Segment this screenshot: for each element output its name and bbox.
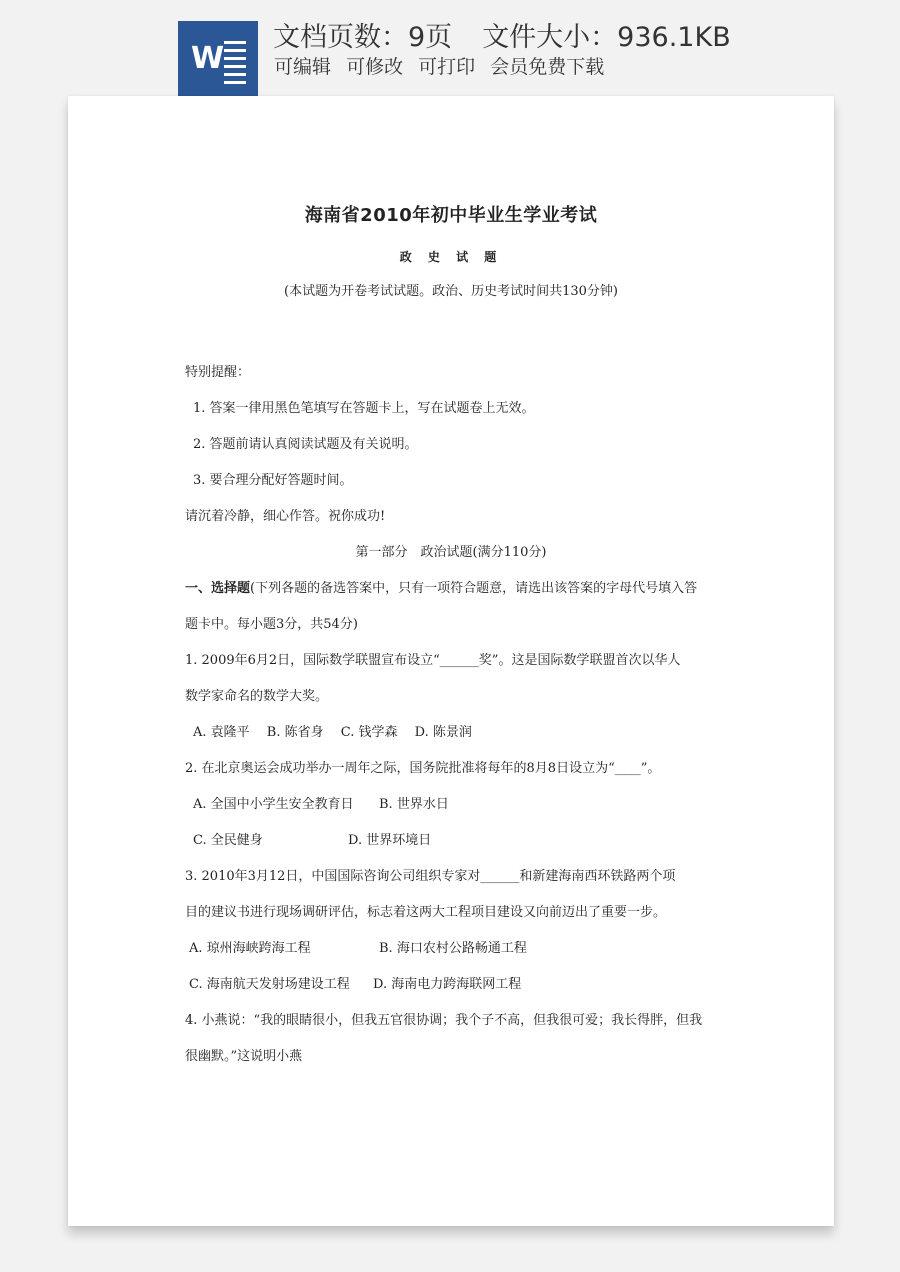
- question-3-options-row1: [185, 931, 717, 967]
- question-2-options-row2: [185, 823, 717, 859]
- question-3-line1: 3. 2010年3月12日，中国国际咨询公司组织专家对______和新建海南西环铁路两个项: [185, 869, 676, 884]
- exam-note: (本试题为开卷考试试题。政治、历史考试时间共130分钟): [284, 284, 618, 299]
- document-info-banner: [0, 0, 900, 100]
- reminder-heading: 特别提醒：: [185, 365, 251, 380]
- exam-subtitle: 政 史 试 题: [399, 250, 503, 264]
- page-count-label: 文档页数：9页: [273, 22, 453, 53]
- question-3-line2: 目的建议书进行现场调研评估，标志着这两大工程项目建设又向前迈出了重要一步。: [185, 905, 667, 920]
- section1-instructions-line2: 题卡中。每小题3分，共54分): [185, 617, 358, 632]
- document-lines-glyph: [224, 41, 246, 89]
- feature-member-download: 会员免费下载: [490, 56, 605, 78]
- question-3-option-c: C. 海南航天发射场建设工程: [189, 977, 350, 992]
- file-size-label: 文件大小：936.1KB: [482, 22, 731, 53]
- feature-modifiable: 可修改: [346, 56, 404, 78]
- reminder-2: 2. 答题前请认真阅读试题及有关说明。: [193, 437, 418, 452]
- document-meta-features: [274, 54, 613, 80]
- exam-title: 海南省2010年初中毕业生学业考试: [304, 205, 598, 226]
- reminder-1: 1. 答案一律用黑色笔填写在答题卡上，写在试题卷上无效。: [193, 401, 535, 416]
- feature-editable: 可编辑: [274, 56, 332, 78]
- question-3-option-d: D. 海南电力跨海联网工程: [373, 977, 522, 992]
- section1-instructions: (下列各题的备选答案中，只有一项符合题意，请选出该答案的字母代号填入答: [250, 581, 698, 596]
- word-document-icon: [178, 21, 258, 97]
- feature-printable: 可打印: [418, 56, 476, 78]
- document-meta-primary: [273, 20, 731, 56]
- question-1-line1: 1. 2009年6月2日，国际数学联盟宣布设立“______奖”。这是国际数学联盟首次以华人: [185, 653, 681, 668]
- question-2-option-d: D. 世界环境日: [348, 833, 432, 848]
- word-letter: W: [191, 41, 225, 76]
- question-3-option-b: B. 海口农村公路畅通工程: [379, 941, 527, 956]
- part1-title: 第一部分 政治试题(满分110分): [355, 545, 547, 560]
- question-2-options-row1: [185, 787, 717, 823]
- section1-instructions-line1: [185, 571, 717, 607]
- question-1-line2: 数学家命名的数学大奖。: [185, 689, 329, 704]
- section1-heading: 一、选择题: [185, 581, 251, 596]
- question-4-line2: 很幽默。”这说明小燕: [185, 1049, 303, 1064]
- question-4-line1: 4. 小燕说：“我的眼睛很小，但我五官很协调；我个子不高，但我很可爱；我长得胖，但我: [185, 1013, 703, 1028]
- question-2-option-b: B. 世界水日: [379, 797, 449, 812]
- question-3-options-row2: [185, 967, 717, 1003]
- document-page: [68, 96, 834, 1226]
- question-2-option-a: A. 全国中小学生安全教育日: [193, 797, 354, 812]
- reminder-3: 3. 要合理分配好答题时间。: [193, 473, 353, 488]
- question-1-options: A. 袁隆平 B. 陈省身 C. 钱学森 D. 陈景润: [193, 725, 472, 740]
- document-body: [185, 200, 717, 1075]
- question-2-line1: 2. 在北京奥运会成功举办一周年之际，国务院批准将每年的8月8日设立为“____”。: [185, 761, 661, 776]
- question-3-option-a: A. 琼州海峡跨海工程: [189, 941, 311, 956]
- encouragement-text: 请沉着冷静，细心作答。祝你成功!: [185, 509, 386, 524]
- question-2-option-c: C. 全民健身: [193, 833, 263, 848]
